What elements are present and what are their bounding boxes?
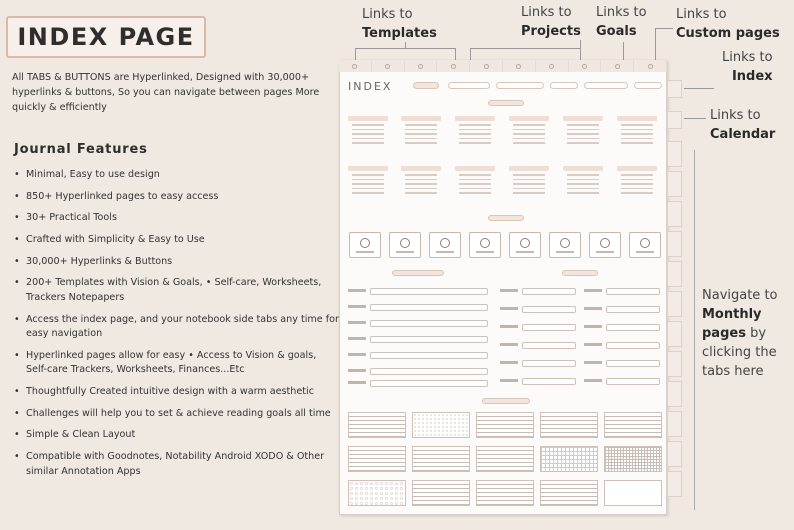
tab-icon: [418, 64, 423, 69]
tab-icon: [451, 64, 456, 69]
tab-icon: [385, 64, 390, 69]
bullet-icon: •: [14, 277, 20, 289]
month-card[interactable]: [509, 166, 549, 206]
month-card[interactable]: [617, 116, 657, 156]
bullet-icon: •: [14, 255, 20, 267]
side-tab-month[interactable]: [668, 171, 682, 197]
notes-template-thumb[interactable]: [412, 446, 470, 472]
nav-pill[interactable]: [496, 82, 544, 89]
nav-pill[interactable]: [634, 82, 662, 89]
notes-template-thumb[interactable]: [604, 480, 662, 506]
project-row[interactable]: [500, 342, 578, 349]
bracket-line: [655, 28, 656, 60]
tab-icon: [615, 64, 620, 69]
project-row[interactable]: [500, 378, 578, 385]
side-tab-month[interactable]: [668, 291, 682, 317]
annotation-custom-pages: Links to Custom pages: [676, 7, 780, 41]
nav-pill[interactable]: [413, 82, 439, 89]
page-title: INDEX PAGE: [17, 23, 195, 51]
feature-item: • Thoughtfully Created intuitive design with a warm aesthetic: [14, 385, 339, 400]
notes-template-thumb[interactable]: [540, 446, 598, 472]
bracket-line: [355, 48, 455, 49]
month-card[interactable]: [455, 116, 495, 156]
template-icon: [560, 238, 570, 248]
template-icon: [520, 238, 530, 248]
bullet-icon: •: [14, 407, 20, 419]
notes-template-thumb[interactable]: [348, 480, 406, 506]
annotation-calendar: Links to Calendar: [710, 108, 776, 142]
template-button[interactable]: [389, 232, 421, 258]
custom-section-row[interactable]: [348, 320, 488, 327]
month-card[interactable]: [348, 166, 388, 206]
planner-index-heading: INDEX: [348, 80, 393, 93]
notes-template-thumb[interactable]: [604, 412, 662, 438]
notes-template-thumb[interactable]: [476, 412, 534, 438]
template-button[interactable]: [469, 232, 501, 258]
intro-text: All TABS & BUTTONS are Hyperlinked, Designed with 30,000+ hyperlinks & buttons, So you can navigate between pages More quickly & efficiently: [12, 72, 320, 113]
annotation-goals: Links to Goals: [596, 5, 647, 39]
template-button[interactable]: [349, 232, 381, 258]
nav-pill[interactable]: [448, 82, 490, 89]
nav-pill[interactable]: [550, 82, 578, 89]
bullet-icon: •: [14, 451, 20, 463]
tab-icon: [648, 64, 653, 69]
top-tab[interactable]: [601, 60, 634, 72]
bracket-line: [455, 48, 456, 60]
section-label-custom-sections: [392, 270, 444, 276]
bracket-line: [470, 48, 580, 49]
top-tab[interactable]: [634, 60, 667, 72]
month-card[interactable]: [401, 166, 441, 206]
bullet-icon: •: [14, 190, 20, 202]
feature-item: • Access the index page, and your notebook side tabs any time for easy navigation: [14, 313, 339, 342]
section-label-notes-templates: [482, 398, 530, 404]
project-row[interactable]: [500, 360, 578, 367]
project-row[interactable]: [500, 288, 578, 295]
template-icon: [400, 238, 410, 248]
annotation-templates: Links to Templates: [362, 7, 437, 41]
side-tab-month[interactable]: [668, 441, 682, 467]
nav-pill[interactable]: [584, 82, 628, 89]
notes-template-thumb[interactable]: [348, 412, 406, 438]
template-button[interactable]: [549, 232, 581, 258]
feature-item: • Challenges will help you to set & achieve reading goals all time: [14, 407, 339, 422]
bracket-line: [694, 150, 695, 510]
month-card[interactable]: [509, 116, 549, 156]
top-tab[interactable]: [536, 60, 569, 72]
feature-item: • Hyperlinked pages allow for easy • Access to Vision & goals, Self-care Trackers, Worksheets, Finances...Etc: [14, 349, 339, 378]
features-list: [14, 168, 339, 486]
notes-template-thumb[interactable]: [540, 480, 598, 506]
project-row[interactable]: [584, 378, 662, 385]
template-icon: [640, 238, 650, 248]
top-tab[interactable]: [470, 60, 503, 72]
project-row[interactable]: [500, 324, 578, 331]
bullet-icon: •: [14, 169, 20, 180]
project-row[interactable]: [584, 306, 662, 313]
tab-icon: [516, 64, 521, 69]
feature-item: • 200+ Templates with Vision & Goals, • Self-care, Worksheets, Trackers Notepapers: [14, 276, 339, 305]
template-icon: [360, 238, 370, 248]
bracket-line: [355, 48, 356, 60]
template-button[interactable]: [589, 232, 621, 258]
notes-template-thumb[interactable]: [412, 480, 470, 506]
custom-section-row[interactable]: [348, 336, 488, 343]
top-tab[interactable]: [437, 60, 470, 72]
project-row[interactable]: [584, 288, 662, 295]
project-row[interactable]: [500, 306, 578, 313]
top-tab[interactable]: [503, 60, 536, 72]
tab-icon: [582, 64, 587, 69]
side-tab-month[interactable]: [668, 201, 682, 227]
project-row[interactable]: [584, 324, 662, 331]
side-tab-month[interactable]: [668, 471, 682, 497]
bracket-line: [470, 48, 471, 60]
pointer-line: [684, 88, 714, 89]
notes-template-thumb[interactable]: [540, 412, 598, 438]
feature-item: • 850+ Hyperlinked pages to easy access: [14, 190, 339, 205]
side-tabs: [668, 75, 684, 515]
side-tab-month[interactable]: [668, 261, 682, 287]
template-button[interactable]: [429, 232, 461, 258]
bullet-icon: •: [14, 386, 20, 397]
template-button[interactable]: [629, 232, 661, 258]
notes-template-thumb[interactable]: [348, 446, 406, 472]
bullet-icon: •: [14, 429, 20, 441]
side-tab-calendar[interactable]: [668, 111, 682, 129]
pointer-line: [684, 118, 706, 119]
notes-template-thumb[interactable]: [476, 480, 534, 506]
side-tab-index[interactable]: [668, 80, 682, 98]
feature-item: • Compatible with Goodnotes, Notability Android XODO & Other similar Annotation Apps: [14, 450, 339, 479]
annotation-projects: Links to Projects: [521, 5, 581, 39]
bullet-icon: •: [14, 313, 20, 325]
bracket-line: [580, 40, 581, 60]
side-tab-month[interactable]: [668, 321, 682, 347]
bullet-icon: •: [14, 212, 20, 224]
notes-template-thumb[interactable]: [412, 412, 470, 438]
bullet-icon: •: [14, 349, 20, 361]
feature-item: • 30+ Practical Tools: [14, 211, 339, 226]
tab-icon: [549, 64, 554, 69]
month-card[interactable]: [617, 166, 657, 206]
feature-item: • 30,000+ Hyperlinks & Buttons: [14, 255, 339, 270]
custom-section-row[interactable]: [348, 288, 488, 295]
top-tab[interactable]: [405, 60, 438, 72]
custom-section-row[interactable]: [348, 368, 488, 375]
month-card[interactable]: [563, 166, 603, 206]
custom-section-row[interactable]: [348, 380, 488, 387]
month-card[interactable]: [455, 166, 495, 206]
features-title: Journal Features: [14, 142, 148, 157]
top-tab[interactable]: [339, 60, 372, 72]
annotation-index: Links to Index: [722, 50, 773, 84]
section-label-projects: [562, 270, 598, 276]
month-card[interactable]: [563, 116, 603, 156]
side-tab-month[interactable]: [668, 141, 682, 167]
tab-icon: [352, 64, 357, 69]
feature-item: • Simple & Clean Layout: [14, 428, 339, 443]
template-button[interactable]: [509, 232, 541, 258]
project-row[interactable]: [584, 342, 662, 349]
side-tab-month[interactable]: [668, 381, 682, 407]
feature-item: • Crafted with Simplicity & Easy to Use: [14, 233, 339, 248]
bullet-icon: •: [14, 234, 20, 246]
template-icon: [600, 238, 610, 248]
top-tabs: [339, 60, 667, 72]
template-icon: [440, 238, 450, 248]
project-row[interactable]: [584, 360, 662, 367]
feature-item: • Minimal, Easy to use design: [14, 168, 339, 183]
bracket-line: [405, 42, 406, 48]
notes-template-thumb[interactable]: [476, 446, 534, 472]
template-icon: [480, 238, 490, 248]
tab-icon: [484, 64, 489, 69]
custom-section-row[interactable]: [348, 352, 488, 359]
index-page-title-box: [6, 16, 206, 58]
custom-section-row[interactable]: [348, 304, 488, 311]
side-tab-month[interactable]: [668, 351, 682, 377]
month-card[interactable]: [401, 116, 441, 156]
notes-template-thumb[interactable]: [604, 446, 662, 472]
month-card[interactable]: [348, 116, 388, 156]
side-tab-month[interactable]: [668, 411, 682, 437]
side-tab-month[interactable]: [668, 231, 682, 257]
bracket-line: [655, 28, 673, 29]
section-label-templates: [488, 215, 524, 221]
section-label-monthly: [488, 100, 524, 106]
annotation-monthly: Navigate to Monthly pages by clicking the tabs here: [702, 288, 778, 379]
top-tab[interactable]: [372, 60, 405, 72]
bracket-line: [623, 42, 624, 60]
top-tab[interactable]: [569, 60, 602, 72]
